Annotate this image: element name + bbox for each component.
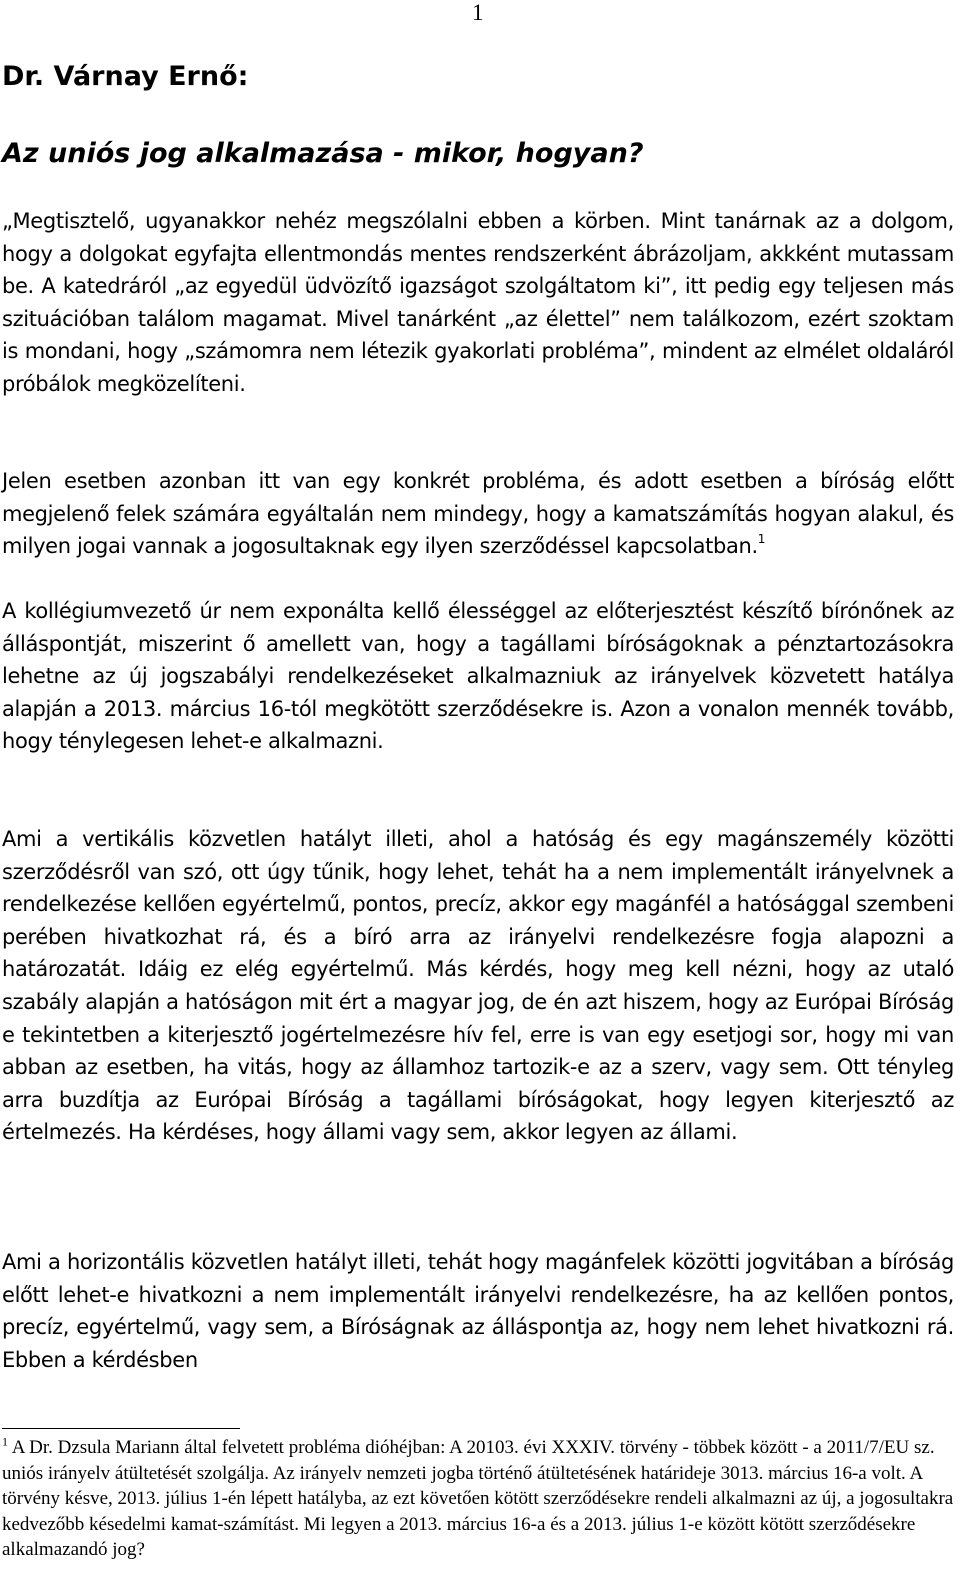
footnote-reference[interactable]: 1	[757, 532, 766, 547]
footnote-text: A Dr. Dzsula Mariann által felvetett probléma dióhéjban: A 20103. évi XXXIV. törvény - többek között - a 2011/7/EU sz. uniós irányelv átültetését szolgálja. Az irányelv nemzeti jogba történő átültetésének határideje 3013. március 16-a volt. A törvény késve, 2013. július 1-én lépett hatályba, az ezt követően kötött szerződésekre rendeli alkalmazni az új, a jogosultakra kedvezőbb késedelmi kamat-számítást. Mi legyen a 2013. március 16-a és a 2013. július 1-e között kötött szerződésekre alkalmazandó jog?	[2, 1437, 954, 1561]
paragraph-1: „Megtisztelő, ugyanakkor nehéz megszólalni ebben a körben. Mint tanárnak az a dolgom, hogy a dolgokat egyfajta ellentmondás mentes rendszerként ábrázoljam, akkként mutassam be. A katedráról „az egyedül üdvözítő igazságot szolgáltatom ki”, itt pedig egy teljesen más szituációban találom magamat. Mivel tanárként „az élettel” nem találkozom, ezért szoktam is mondani, hogy „számomra nem létezik gyakorlati probléma”, mindent az elmélet oldaláról próbálok megközelíteni.	[2, 209, 954, 396]
paragraph-5: Ami a horizontális közvetlen hatályt illeti, tehát hogy magánfelek közötti jogvitában a bíróság előtt lehet-e hivatkozni a nem implementált irányelvi rendelkezésre, ha az kellően pontos, precíz, egyértelmű, vagy sem, a Bíróságnak az álláspontja az, hogy nem lehet hivatkozni rá. Ebben a kérdésben	[2, 1250, 954, 1372]
footnote-separator	[2, 1428, 240, 1429]
author-heading: Dr. Várnay Ernő:	[2, 61, 249, 92]
paragraph-2	[2, 465, 954, 563]
paragraph-4: Ami a vertikális közvetlen hatályt illeti, ahol a hatóság és egy magánszemély közötti szerződésről van szó, ott úgy tűnik, hogy lehet, tehát ha a nem implementált irányelvnek a rendelkezése kellően egyértelmű, pontos, precíz, akkor egy magánfél a hatósággal szembeni perében hivatkozhat rá, és a bíró arra az irányelvi rendelkezésre fogja alapozni a határozatát. Idáig ez elég egyértelmű. Más kérdés, hogy meg kell nézni, hogy az utaló szabály alapján a hatóságon mit ért a magyar jog, de én azt hiszem, hogy az Európai Bíróság e tekintetben a kiterjesztő jogértelmezésre hív fel, erre is van egy esetjogi sor, hogy mi van abban az esetben, ha vitás, hogy az államhoz tartozik-e az a szerv, vagy sem. Ott tényleg arra buzdítja az Európai Bíróság a tagállami bíróságokat, hogy legyen kiterjesztő az értelmezés. Ha kérdéses, hogy állami vagy sem, akkor legyen az állami.	[2, 827, 954, 1145]
footnote-marker: 1	[2, 1434, 8, 1449]
paragraph-3: A kollégiumvezető úr nem exponálta kellő élességgel az előterjesztést készítő bírónőnek az álláspontját, miszerint ő amellett van, hogy a tagállami bíróságoknak a pénztartozásokra lehetne az új jogszabályi rendelkezéseket alkalmazniuk az irányelvek közvetett hatálya alapján a 2013. március 16-tól megkötött szerződésekre is. Azon a vonalon mennék tovább, hogy ténylegesen lehet-e alkalmazni.	[2, 599, 954, 754]
paragraph-2-text: Jelen esetben azonban itt van egy konkrét probléma, és adott esetben a bíróság előtt megjelenő felek számára egyáltalán nem mindegy, hogy a kamatszámítás hogyan alakul, és milyen jogai vannak a jogosultaknak egy ilyen szerződéssel kapcsolatban.	[2, 469, 954, 559]
document-title: Az uniós jog alkalmazása - mikor, hogyan?	[2, 138, 644, 169]
footnote	[2, 1435, 956, 1563]
page-number: 1	[472, 0, 484, 25]
